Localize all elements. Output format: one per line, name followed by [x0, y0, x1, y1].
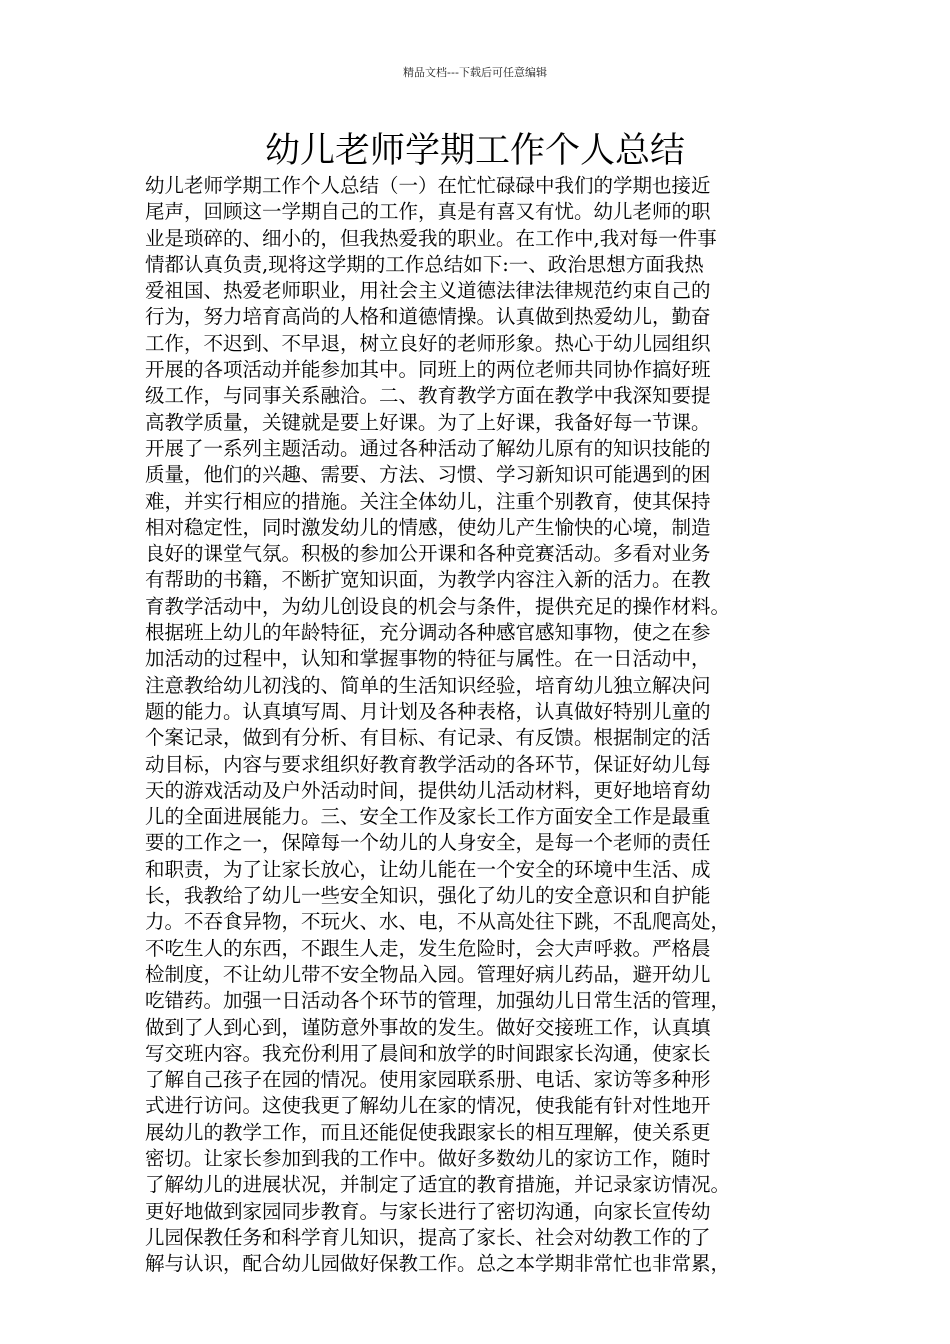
- body-text-line: 级工作，与同事关系融洽。二、教育教学方面在教学中我深知要提: [145, 384, 711, 408]
- body-text-line: 加活动的过程中，认知和掌握事物的特征与属性。在一日活动中，: [145, 647, 711, 671]
- body-text-line: 难，并实行相应的措施。关注全体幼儿，注重个别教育，使其保持: [145, 489, 711, 513]
- body-text-line: 行为，努力培育高尚的人格和道德情操。认真做到热爱幼儿，勤奋: [145, 305, 711, 329]
- body-text-line: 儿的全面进展能力。三、安全工作及家长工作方面安全工作是最重: [145, 805, 711, 829]
- body-text-line: 良好的课堂气氛。积极的参加公开课和各种竞赛活动。多看对业务: [145, 542, 711, 566]
- body-text-line: 个案记录，做到有分析、有目标、有记录、有反馈。根据制定的活: [145, 726, 711, 750]
- body-text-line: 工作，不迟到、不早退，树立良好的老师形象。热心于幼儿园组织: [145, 331, 711, 355]
- body-text-line: 和职责，为了让家长放心，让幼儿能在一个安全的环境中生活、成: [145, 857, 711, 881]
- document-title: 幼儿老师学期工作个人总结: [264, 131, 685, 171]
- body-text-line: 根据班上幼儿的年龄特征，充分调动各种感官感知事物，使之在参: [145, 621, 711, 645]
- body-text-line: 动目标，内容与要求组织好教育教学活动的各环节，保证好幼儿每: [145, 752, 711, 776]
- body-text-line: 解与认识，配合幼儿园做好保教工作。总之本学期非常忙也非常累，: [145, 1252, 731, 1276]
- body-text-line: 吃错药。加强一日活动各个环节的管理，加强幼儿日常生活的管理，: [145, 989, 731, 1013]
- body-text-line: 高教学质量，关键就是要上好课。为了上好课，我备好每一节课。: [145, 410, 711, 434]
- body-text-line: 要的工作之一，保障每一个幼儿的人身安全，是每一个老师的责任: [145, 831, 711, 855]
- body-text-line: 力。不吞食异物，不玩火、水、电，不从高处往下跳，不乱爬高处，: [145, 910, 731, 934]
- body-text-line: 做到了人到心到，谨防意外事故的发生。做好交接班工作，认真填: [145, 1015, 711, 1039]
- body-text-line: 了解幼儿的进展状况，并制定了适宜的教育措施，并记录家访情况。: [145, 1173, 731, 1197]
- body-text-line: 注意教给幼儿初浅的、简单的生活知识经验，培育幼儿独立解决问: [145, 673, 711, 697]
- body-text-line: 更好地做到家园同步教育。与家长进行了密切沟通，向家长宣传幼: [145, 1199, 711, 1223]
- body-text-line: 幼儿老师学期工作个人总结（一）在忙忙碌碌中我们的学期也接近: [145, 174, 711, 197]
- body-text-line: 儿园保教任务和科学育儿知识，提高了家长、社会对幼教工作的了: [145, 1225, 711, 1249]
- body-text-line: 质量，他们的兴趣、需要、方法、习惯、学习新知识可能遇到的困: [145, 463, 711, 487]
- body-text-line: 了解自己孩子在园的情况。使用家园联系册、电话、家访等多种形: [145, 1068, 711, 1092]
- body-text-line: 开展了一系列主题活动。通过各种活动了解幼儿原有的知识技能的: [145, 436, 711, 460]
- body-text-line: 密切。让家长参加到我的工作中。做好多数幼儿的家访工作，随时: [145, 1146, 711, 1170]
- body-text-line: 情都认真负责,现将这学期的工作总结如下:一、政治思想方面我热: [145, 252, 704, 276]
- body-text-line: 写交班内容。我充份利用了晨间和放学的时间跟家长沟通，使家长: [145, 1041, 711, 1065]
- body-text-line: 天的游戏活动及户外活动时间，提供幼儿活动材料，更好地培育幼: [145, 778, 711, 802]
- body-text-line: 业是琐碎的、细小的，但我热爱我的职业。在工作中,我对每一件事: [145, 226, 717, 250]
- body-text-line: 相对稳定性，同时激发幼儿的情感，使幼儿产生愉快的心境，制造: [145, 515, 711, 539]
- document-body: [145, 173, 825, 1277]
- body-text-line: 式进行访问。这使我更了解幼儿在家的情况，使我能有针对性地开: [145, 1094, 711, 1118]
- body-text-line: 尾声，回顾这一学期自己的工作，真是有喜又有忧。幼儿老师的职: [145, 200, 711, 224]
- page-header: 精品文档---下载后可任意编辑: [403, 66, 547, 79]
- body-text-line: 长，我教给了幼儿一些安全知识，强化了幼儿的安全意识和自护能: [145, 884, 711, 908]
- body-text-line: 有帮助的书籍，不断扩宽知识面，为教学内容注入新的活力。在教: [145, 568, 711, 592]
- body-text-line: 育教学活动中，为幼儿创设良的机会与条件，提供充足的操作材料。: [145, 594, 731, 618]
- body-text-line: 题的能力。认真填写周、月计划及各种表格，认真做好特别儿童的: [145, 699, 711, 723]
- body-text-line: 爱祖国、热爱老师职业，用社会主义道德法律法律规范约束自己的: [145, 279, 711, 303]
- body-text-line: 不吃生人的东西，不跟生人走，发生危险时，会大声呼救。严格晨: [145, 936, 711, 960]
- body-text-line: 开展的各项活动并能参加其中。同班上的两位老师共同协作搞好班: [145, 358, 711, 382]
- body-text-line: 检制度，不让幼儿带不安全物品入园。管理好病儿药品，避开幼儿: [145, 962, 711, 986]
- body-text-line: 展幼儿的教学工作，而且还能促使我跟家长的相互理解，使关系更: [145, 1120, 711, 1144]
